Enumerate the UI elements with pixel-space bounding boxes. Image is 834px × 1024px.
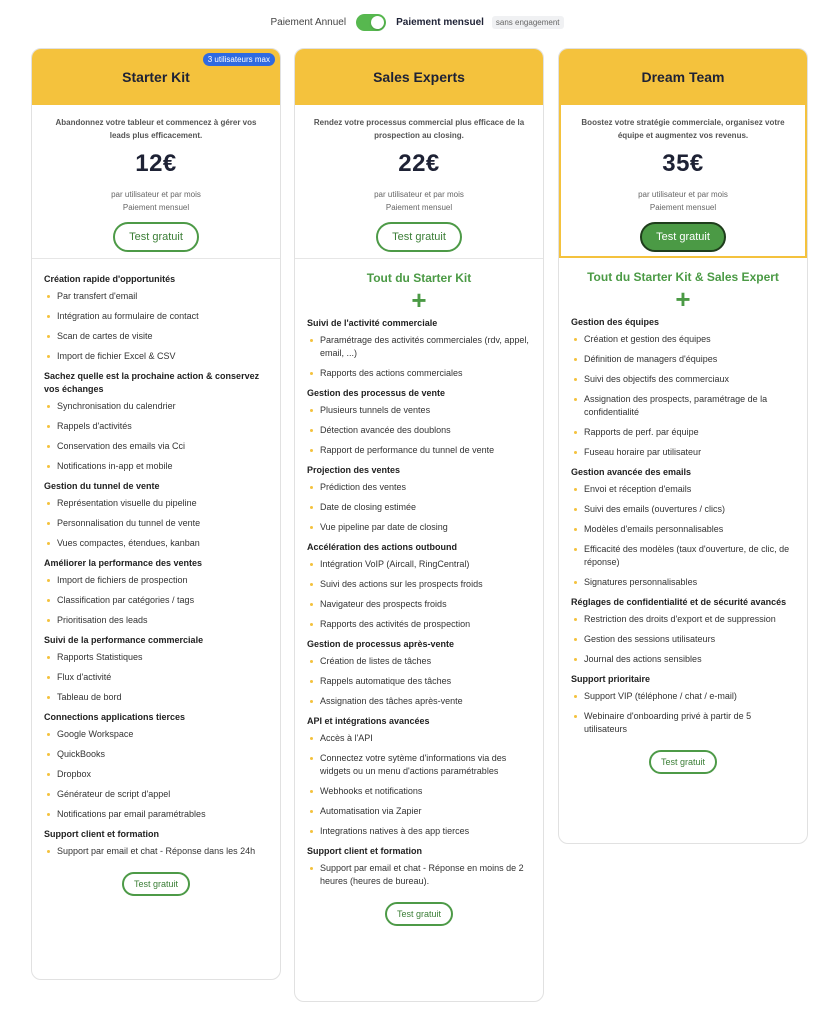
feature-item-text: Rapports des activités de prospection — [320, 619, 471, 629]
feature-item — [44, 728, 268, 741]
bullet-dot-icon — [310, 660, 313, 663]
bullet-dot-icon — [574, 338, 577, 341]
free-trial-button[interactable]: Test gratuit — [640, 222, 726, 252]
bullet-dot-icon — [574, 451, 577, 454]
feature-item-text: Prioritisation des leads — [57, 615, 148, 625]
bullet-dot-icon — [47, 773, 50, 776]
bullet-dot-icon — [47, 813, 50, 816]
bullet-dot-icon — [47, 445, 50, 448]
bullet-dot-icon — [574, 398, 577, 401]
feature-sections — [571, 316, 795, 736]
feature-item — [307, 404, 531, 417]
feature-item — [44, 440, 268, 453]
feature-item — [44, 497, 268, 510]
feature-item-text: Création de listes de tâches — [320, 656, 432, 666]
feature-item — [44, 788, 268, 801]
feature-item-text: Définition de managers d'équipes — [584, 354, 718, 364]
feature-section-title: Support client et formation — [44, 829, 160, 839]
feature-item — [307, 598, 531, 611]
feature-item — [44, 517, 268, 530]
feature-item-text: Personnalisation du tunnel de vente — [57, 518, 201, 528]
feature-item — [44, 420, 268, 433]
feature-item — [571, 373, 795, 386]
feature-item-text: Détection avancée des doublons — [320, 425, 451, 435]
feature-section-title: Suivi de la performance commerciale — [44, 635, 204, 645]
feature-item-text: Synchronisation du calendrier — [57, 401, 176, 411]
feature-item-text: Suivi des objectifs des commerciaux — [584, 374, 730, 384]
feature-item — [571, 393, 795, 419]
bullet-dot-icon — [310, 486, 313, 489]
bullet-dot-icon — [47, 656, 50, 659]
feature-item — [571, 690, 795, 703]
feature-section-title: Support client et formation — [307, 846, 423, 856]
feature-item-text: Signatures personnalisables — [584, 577, 698, 587]
feature-item — [44, 537, 268, 550]
feature-item-text: Création et gestion des équipes — [584, 334, 711, 344]
bullet-dot-icon — [574, 488, 577, 491]
feature-item — [44, 651, 268, 664]
feature-item-text: Intégration au formulaire de contact — [57, 311, 199, 321]
plan-card-dream-team — [558, 48, 808, 844]
plan-description: Rendez votre processus commercial plus efficace de la prospection au closing. — [313, 118, 525, 140]
feature-item — [44, 614, 268, 627]
plan-name: Sales Experts — [373, 69, 465, 85]
feature-item-text: Scan de cartes de visite — [57, 331, 153, 341]
feature-item — [571, 353, 795, 366]
bullet-dot-icon — [310, 449, 313, 452]
feature-item — [44, 691, 268, 704]
feature-item-text: Assignation des tâches après-vente — [320, 696, 463, 706]
bullet-dot-icon — [47, 793, 50, 796]
feature-item-text: Webhooks et notifications — [320, 786, 423, 796]
bullet-dot-icon — [310, 680, 313, 683]
bullet-dot-icon — [310, 563, 313, 566]
bullet-dot-icon — [574, 358, 577, 361]
feature-item-text: Accès à l'API — [320, 733, 373, 743]
monthly-billing-label[interactable]: Paiement mensuel — [396, 17, 484, 28]
plan-name: Dream Team — [641, 69, 725, 85]
feature-item-text: Flux d'activité — [57, 672, 112, 682]
feature-item — [44, 671, 268, 684]
feature-item-text: Prédiction des ventes — [320, 482, 407, 492]
feature-item-text: Support par email et chat - Réponse dans les 24h — [57, 846, 256, 856]
feature-section-title: API et intégrations avancées — [307, 716, 430, 726]
feature-item-text: QuickBooks — [57, 749, 106, 759]
feature-item-text: Import de fichiers de prospection — [57, 575, 188, 585]
feature-item — [307, 481, 531, 494]
feature-item — [307, 334, 531, 360]
free-trial-button-bottom[interactable]: Test gratuit — [649, 750, 717, 774]
feature-item — [44, 574, 268, 587]
feature-item-text: Représentation visuelle du pipeline — [57, 498, 197, 508]
feature-item-text: Efficacité des modèles (taux d'ouverture, de clic, de réponse) — [584, 544, 790, 567]
feature-item — [571, 523, 795, 536]
feature-section-title: Améliorer la performance des ventes — [44, 558, 203, 568]
feature-item-text: Notifications in-app et mobile — [57, 461, 173, 471]
plan-price: 12€ — [135, 150, 177, 177]
plan-header — [295, 49, 543, 105]
feature-item — [307, 578, 531, 591]
billing-mode: Paiement mensuel — [649, 203, 717, 212]
plan-pricing — [295, 105, 543, 258]
feature-item-text: Gestion des sessions utilisateurs — [584, 634, 716, 644]
feature-item-text: Suivi des actions sur les prospects froids — [320, 579, 483, 589]
feature-item — [307, 444, 531, 457]
bullet-dot-icon — [310, 429, 313, 432]
feature-item — [571, 653, 795, 666]
price-period — [32, 188, 280, 214]
price-unit: par utilisateur et par mois — [111, 190, 201, 199]
feature-list — [32, 258, 280, 908]
feature-item — [571, 426, 795, 439]
feature-item — [571, 613, 795, 626]
bullet-dot-icon — [47, 753, 50, 756]
plan-card-starter-kit — [31, 48, 281, 980]
bullet-dot-icon — [47, 733, 50, 736]
bullet-dot-icon — [574, 508, 577, 511]
feature-item-text: Notifications par email paramétrables — [57, 809, 206, 819]
footer-cta — [571, 750, 795, 774]
footer-cta — [44, 872, 268, 896]
bullet-dot-icon — [47, 522, 50, 525]
feature-item-text: Générateur de script d'appel — [57, 789, 171, 799]
feature-item-text: Dropbox — [57, 769, 92, 779]
feature-item-text: Vues compactes, étendues, kanban — [57, 538, 200, 548]
feature-item — [307, 862, 531, 888]
feature-item-text: Support VIP (téléphone / chat / e-mail) — [584, 691, 737, 701]
bullet-dot-icon — [310, 830, 313, 833]
footer-cta — [307, 902, 531, 926]
bullet-dot-icon — [47, 619, 50, 622]
plan-header — [559, 49, 807, 105]
feature-item-text: Rapports Statistiques — [57, 652, 143, 662]
feature-item — [44, 290, 268, 303]
feature-item — [44, 845, 268, 858]
plan-price: 22€ — [398, 150, 440, 177]
free-trial-button[interactable]: Test gratuit — [113, 222, 199, 252]
feature-item-text: Envoi et réception d'emails — [584, 484, 692, 494]
feature-item-text: Assignation des prospects, paramétrage de la confidentialité — [584, 394, 768, 417]
bullet-dot-icon — [310, 623, 313, 626]
includes-previous-plan: Tout du Starter Kit — [366, 271, 472, 285]
bullet-dot-icon — [574, 581, 577, 584]
feature-item — [307, 785, 531, 798]
price-period — [561, 188, 805, 214]
bullet-dot-icon — [574, 695, 577, 698]
feature-item-text: Connectez votre sytème d'informations via des widgets ou un menu d'actions paramétrables — [320, 753, 507, 776]
feature-item-text: Webinaire d'onboarding privé à partir de 5 utilisateurs — [584, 711, 752, 734]
feature-item — [307, 618, 531, 631]
free-trial-button-bottom[interactable]: Test gratuit — [385, 902, 453, 926]
bullet-dot-icon — [47, 502, 50, 505]
price-unit: par utilisateur et par mois — [638, 190, 728, 199]
feature-item-text: Restriction des droits d'export et de suppression — [584, 614, 776, 624]
feature-section-title: Projection des ventes — [307, 465, 401, 475]
feature-item — [571, 710, 795, 736]
feature-item — [571, 446, 795, 459]
bullet-dot-icon — [47, 295, 50, 298]
feature-item-text: Intégration VoIP (Aircall, RingCentral) — [320, 559, 470, 569]
feature-section-title: Gestion des équipes — [571, 317, 660, 327]
includes-previous-plans: Tout du Starter Kit & Sales Expert — [587, 270, 779, 284]
billing-toggle-switch[interactable] — [356, 14, 386, 31]
feature-item — [44, 460, 268, 473]
feature-item-text: Plusieurs tunnels de ventes — [320, 405, 431, 415]
bullet-dot-icon — [574, 431, 577, 434]
bullet-dot-icon — [47, 355, 50, 358]
price-period — [295, 188, 543, 214]
billing-mode: Paiement mensuel — [385, 203, 453, 212]
bullet-dot-icon — [574, 548, 577, 551]
feature-item-text: Journal des actions sensibles — [584, 654, 702, 664]
bullet-dot-icon — [310, 339, 313, 342]
bullet-dot-icon — [574, 715, 577, 718]
feature-item-text: Date de closing estimée — [320, 502, 417, 512]
feature-item-text: Par transfert d'email — [57, 291, 138, 301]
feature-item — [44, 768, 268, 781]
feature-item-text: Rappels automatique des tâches — [320, 676, 452, 686]
plus-icon: + — [411, 285, 427, 315]
feature-item — [571, 483, 795, 496]
feature-section-title: Gestion des processus de vente — [307, 388, 446, 398]
plan-pricing — [559, 105, 807, 258]
feature-item — [44, 748, 268, 761]
bullet-dot-icon — [574, 618, 577, 621]
feature-list — [559, 258, 807, 786]
feature-sections — [44, 273, 268, 858]
bullet-dot-icon — [310, 867, 313, 870]
feature-item — [44, 400, 268, 413]
plan-price: 35€ — [662, 150, 704, 177]
bullet-dot-icon — [310, 757, 313, 760]
feature-item — [307, 805, 531, 818]
bullet-dot-icon — [310, 372, 313, 375]
bullet-dot-icon — [310, 810, 313, 813]
bullet-dot-icon — [574, 528, 577, 531]
bullet-dot-icon — [47, 579, 50, 582]
feature-section-title: Support prioritaire — [571, 674, 651, 684]
feature-item — [307, 501, 531, 514]
price-unit: par utilisateur et par mois — [374, 190, 464, 199]
bullet-dot-icon — [47, 542, 50, 545]
feature-item-text: Rapports des actions commerciales — [320, 368, 463, 378]
bullet-dot-icon — [47, 405, 50, 408]
feature-section-title: Réglages de confidentialité et de sécurité avancés — [571, 597, 787, 607]
feature-item-text: Paramétrage des activités commerciales (rdv, appel, email, ...) — [320, 335, 529, 358]
feature-item — [44, 350, 268, 363]
feature-item — [571, 633, 795, 646]
feature-item-text: Fuseau horaire par utilisateur — [584, 447, 702, 457]
feature-item-text: Google Workspace — [57, 729, 134, 739]
feature-item — [571, 576, 795, 589]
bullet-dot-icon — [574, 638, 577, 641]
feature-item — [44, 310, 268, 323]
bullet-dot-icon — [47, 850, 50, 853]
feature-item — [44, 330, 268, 343]
feature-section-title: Création rapide d'opportunités — [44, 274, 176, 284]
annual-billing-label[interactable]: Paiement Annuel — [270, 17, 347, 28]
feature-item — [571, 503, 795, 516]
feature-item-text: Conservation des emails via Cci — [57, 441, 186, 451]
feature-item — [571, 333, 795, 346]
feature-section-title: Accélération des actions outbound — [307, 542, 458, 552]
feature-section-title: Suivi de l'activité commerciale — [307, 318, 438, 328]
feature-item — [307, 655, 531, 668]
feature-item — [307, 752, 531, 778]
bullet-dot-icon — [310, 603, 313, 606]
feature-list — [295, 258, 543, 938]
plan-description: Abandonnez votre tableur et commencez à gérer vos leads plus efficacement. — [55, 118, 257, 140]
feature-item — [307, 521, 531, 534]
plan-card-sales-experts — [294, 48, 544, 1002]
toggle-knob — [371, 16, 384, 29]
feature-item — [307, 424, 531, 437]
bullet-dot-icon — [574, 658, 577, 661]
bullet-dot-icon — [47, 599, 50, 602]
feature-item-text: Vue pipeline par date de closing — [320, 522, 448, 532]
feature-sections — [307, 317, 531, 888]
plan-pricing — [32, 105, 280, 258]
free-trial-button[interactable]: Test gratuit — [376, 222, 462, 252]
feature-section-title: Gestion de processus après-vente — [307, 639, 455, 649]
bullet-dot-icon — [310, 700, 313, 703]
feature-item — [44, 594, 268, 607]
feature-item-text: Classification par catégories / tags — [57, 595, 195, 605]
feature-item-text: Import de fichier Excel & CSV — [57, 351, 176, 361]
user-limit-badge: 3 utilisateurs max — [203, 53, 275, 66]
feature-item-text: Modèles d'emails personnalisables — [584, 524, 724, 534]
feature-item — [44, 808, 268, 821]
bullet-dot-icon — [47, 315, 50, 318]
feature-item-text: Tableau de bord — [57, 692, 122, 702]
feature-item — [307, 825, 531, 838]
feature-item-text: Support par email et chat - Réponse en moins de 2 heures (heures de bureau). — [320, 863, 524, 886]
feature-item-text: Integrations natives à des app tierces — [320, 826, 470, 836]
bullet-dot-icon — [310, 737, 313, 740]
feature-item — [571, 543, 795, 569]
feature-section-title: Sachez quelle est la prochaine action & conservez vos échanges — [44, 371, 260, 394]
bullet-dot-icon — [310, 790, 313, 793]
plan-name: Starter Kit — [122, 69, 190, 85]
bullet-dot-icon — [47, 465, 50, 468]
bullet-dot-icon — [310, 526, 313, 529]
bullet-dot-icon — [47, 335, 50, 338]
billing-toggle-row — [0, 14, 834, 31]
feature-section-title: Connections applications tierces — [44, 712, 186, 722]
free-trial-button-bottom[interactable]: Test gratuit — [122, 872, 190, 896]
feature-section-title: Gestion du tunnel de vente — [44, 481, 160, 491]
feature-item — [307, 367, 531, 380]
feature-item-text: Suivi des emails (ouvertures / clics) — [584, 504, 726, 514]
feature-item-text: Rapports de perf. par équipe — [584, 427, 699, 437]
bullet-dot-icon — [47, 696, 50, 699]
feature-item-text: Automatisation via Zapier — [320, 806, 422, 816]
plan-description: Boostez votre stratégie commerciale, organisez votre équipe et augmentez vos revenus. — [581, 118, 785, 140]
bullet-dot-icon — [574, 378, 577, 381]
feature-item-text: Rapport de performance du tunnel de vente — [320, 445, 495, 455]
feature-item — [307, 675, 531, 688]
bullet-dot-icon — [47, 676, 50, 679]
bullet-dot-icon — [310, 583, 313, 586]
bullet-dot-icon — [47, 425, 50, 428]
feature-item-text: Navigateur des prospects froids — [320, 599, 447, 609]
feature-item-text: Rappels d'activités — [57, 421, 132, 431]
feature-section-title: Gestion avancée des emails — [571, 467, 692, 477]
bullet-dot-icon — [310, 506, 313, 509]
feature-item — [307, 695, 531, 708]
no-commitment-note: sans engagement — [492, 16, 564, 29]
feature-item — [307, 732, 531, 745]
billing-mode: Paiement mensuel — [122, 203, 190, 212]
plus-icon: + — [675, 284, 691, 314]
feature-item — [307, 558, 531, 571]
plan-header — [32, 49, 280, 105]
bullet-dot-icon — [310, 409, 313, 412]
